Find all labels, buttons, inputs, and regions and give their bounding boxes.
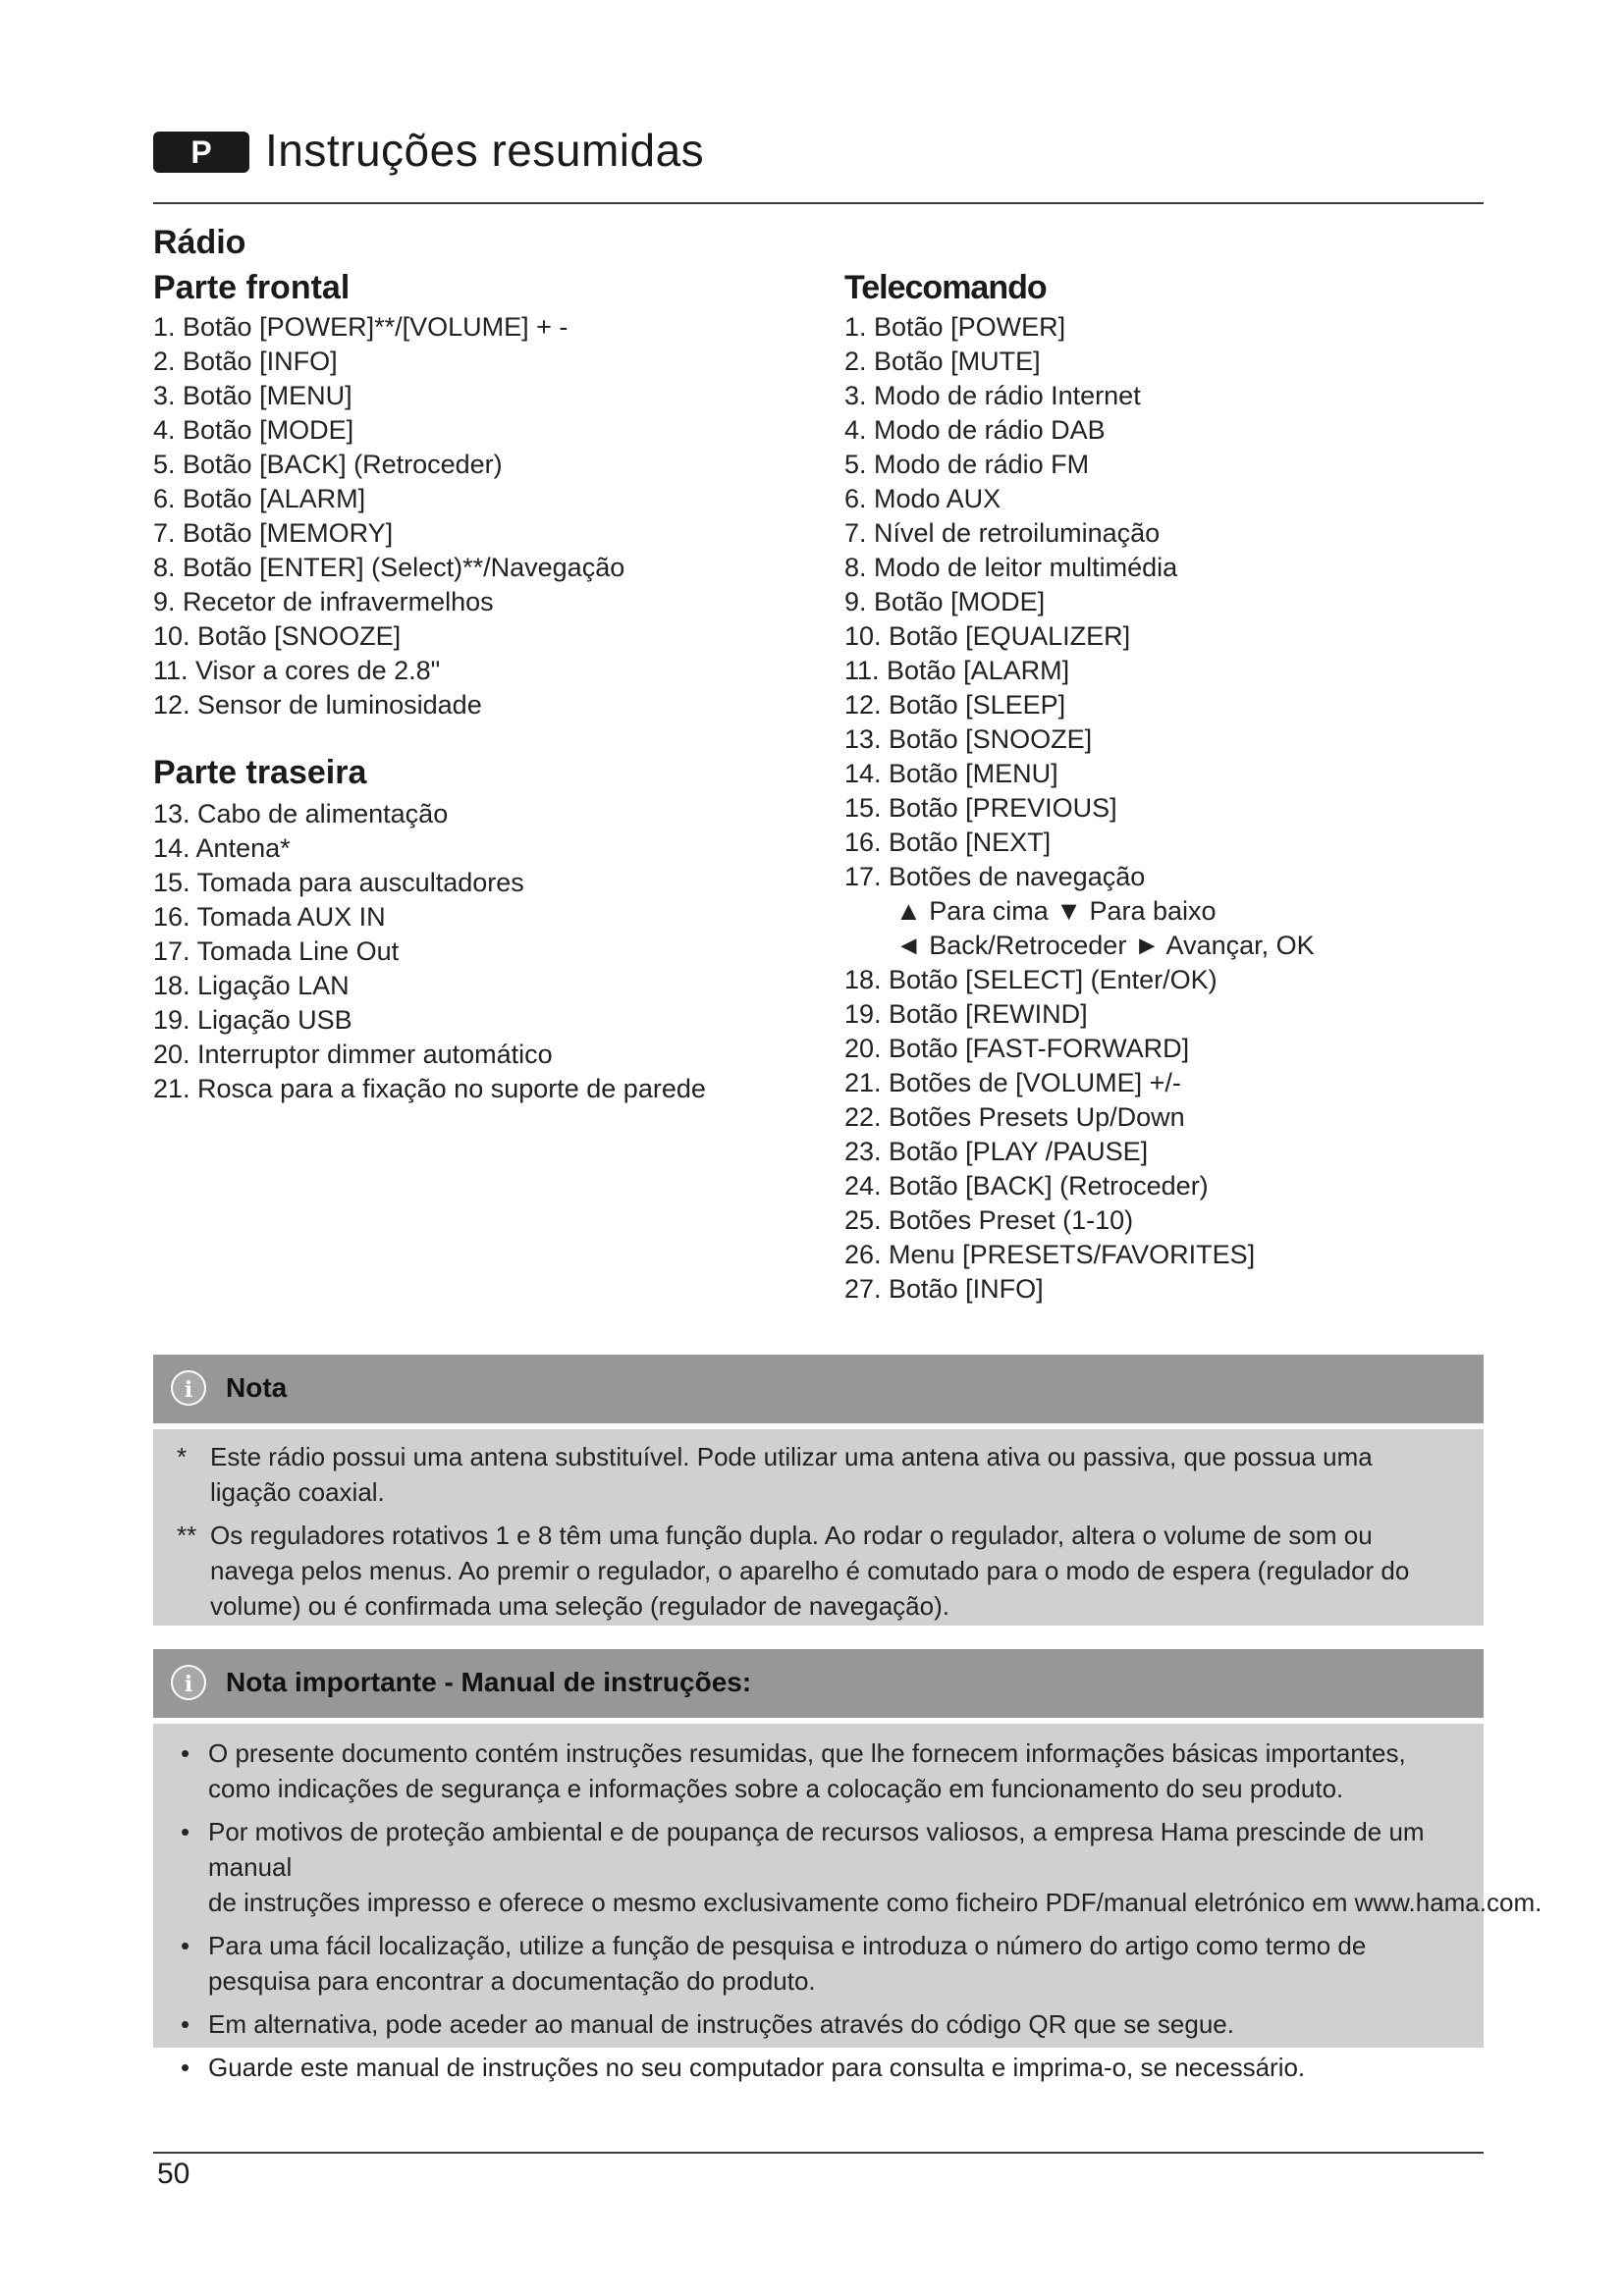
top-divider [153,202,1484,204]
list-item: 5. Botão [BACK] (Retroceder) [153,450,503,479]
list-item: 2. Botão [MUTE] [844,347,1041,376]
note-box-body [153,1429,1484,1626]
list-item: 13. Botão [SNOOZE] [844,724,1093,754]
list-item: 25. Botões Preset (1-10) [844,1205,1134,1235]
navigation-back-forward-item: ◄ Back/Retroceder ► Avançar, OK [895,931,1315,960]
list-item: 3. Botão [MENU] [153,381,352,410]
section-heading-back: Parte traseira [153,754,367,791]
list-item: 3. Modo de rádio Internet [844,381,1141,410]
asterisk-mark: * [177,1442,188,1471]
bullet-icon: • [181,1817,190,1846]
navigation-up-down-item: ▲ Para cima ▼ Para baixo [895,896,1217,926]
list-item: 18. Ligação LAN [153,971,350,1000]
bullet-item [167,2006,1425,2042]
list-item: 10. Botão [SNOOZE] [153,621,402,651]
note-item [167,1439,1415,1510]
bullet-icon: • [181,1738,190,1768]
list-item: 19. Botão [REWIND] [844,999,1088,1029]
list-item: 14. Antena* [153,833,291,863]
section-heading-radio: Rádio [153,224,246,261]
important-box-header [153,1649,1484,1718]
list-item: 26. Menu [PRESETS/FAVORITES] [844,1240,1256,1269]
page-number: 50 [157,2158,190,2190]
list-item: 19. Ligação USB [153,1005,352,1035]
list-item: 1. Botão [POWER] [844,312,1066,342]
bullet-icon: • [181,2053,190,2082]
list-item: 20. Interruptor dimmer automático [153,1040,553,1069]
note-text: Os reguladores rotativos 1 e 8 têm uma função dupla. Ao rodar o regulador, altera o volume de som ou navega pelos menus. Ao premir o regulador, o aparelho é comutado para o modo de espera (regulador do volume) ou é confirmada uma seleção (regulador de navegação). [210,1521,1410,1621]
list-item: 24. Botão [BACK] (Retroceder) [844,1171,1209,1201]
list-item: 2. Botão [INFO] [153,347,338,376]
list-item: 6. Modo AUX [844,484,1001,513]
list-item: 16. Botão [NEXT] [844,828,1052,857]
info-icon: i [171,1665,206,1700]
bullet-item-continuation [167,1885,1543,1920]
bullet-item [167,2050,1425,2085]
bullet-text: de instruções impresso e oferece o mesmo exclusivamente como ficheiro PDF/manual eletrónico em www.hama.com. [208,1888,1543,1917]
bullet-text: Por motivos de proteção ambiental e de poupança de recursos valiosos, a empresa Hama prescinde de um manual [208,1817,1425,1882]
list-item: 4. Modo de rádio DAB [844,415,1106,445]
list-item: 8. Modo de leitor multimédia [844,553,1178,582]
list-item: 14. Botão [MENU] [844,759,1058,788]
section-heading-remote: Telecomando [844,269,1047,306]
note-box-header [153,1355,1484,1423]
note-item [167,1518,1415,1624]
bullet-text: Guarde este manual de instruções no seu computador para consulta e imprima-o, se necessário. [208,2053,1306,2082]
important-box-title: Nota importante - Manual de instruções: [226,1667,752,1697]
list-item: 17. Tomada Line Out [153,936,400,966]
list-item: 7. Botão [MEMORY] [153,518,394,548]
list-item: 12. Sensor de luminosidade [153,690,482,720]
list-item: 20. Botão [FAST-FORWARD] [844,1034,1190,1063]
list-item: 18. Botão [SELECT] (Enter/OK) [844,965,1218,994]
bullet-text: Para uma fácil localização, utilize a função de pesquisa e introduza o número do artigo como termo de pesquisa para encontrar a documentação do produto. [208,1931,1367,1996]
list-item: 11. Visor a cores de 2.8" [153,656,441,685]
page-title: Instruções resumidas [265,125,705,176]
list-item: 15. Botão [PREVIOUS] [844,793,1117,823]
list-item: 27. Botão [INFO] [844,1274,1044,1304]
bottom-divider [153,2152,1484,2154]
note-box-title: Nota [226,1372,288,1403]
list-item: 6. Botão [ALARM] [153,484,366,513]
list-item: 11. Botão [ALARM] [844,656,1070,685]
info-icon: i [171,1370,206,1406]
list-item: 1. Botão [POWER]**/[VOLUME] + - [153,312,568,342]
list-item: 9. Recetor de infravermelhos [153,587,494,616]
list-item: 16. Tomada AUX IN [153,902,386,932]
bullet-icon: • [181,2009,190,2039]
list-item: 10. Botão [EQUALIZER] [844,621,1131,651]
important-box-body [153,1724,1543,2082]
bullet-item [167,1928,1425,1999]
list-item: 5. Modo de rádio FM [844,450,1090,479]
asterisk-mark: ** [177,1521,197,1550]
list-item: 21. Botões de [VOLUME] +/- [844,1068,1181,1097]
list-item: 22. Botões Presets Up/Down [844,1102,1185,1132]
language-badge: P [153,132,249,173]
back-parts-list [153,797,706,1106]
front-parts-list [153,310,624,722]
bullet-icon: • [181,1931,190,1960]
bullet-text: O presente documento contém instruções resumidas, que lhe fornecem informações básicas importantes, como indicações de segurança e informações sobre a colocação em funcionamento do seu produto. [208,1738,1406,1803]
list-item: 8. Botão [ENTER] (Select)**/Navegação [153,553,625,582]
list-item: 23. Botão [PLAY /PAUSE] [844,1137,1149,1166]
list-item: 7. Nível de retroiluminação [844,518,1161,548]
list-item: 4. Botão [MODE] [153,415,354,445]
section-heading-front: Parte frontal [153,269,351,306]
list-item: 12. Botão [SLEEP] [844,690,1066,720]
list-item: 21. Rosca para a fixação no suporte de parede [153,1074,706,1103]
list-item: 17. Botões de navegação [844,862,1146,891]
bullet-item [167,1814,1425,1885]
note-text: Este rádio possui uma antena substituível. Pode utilizar uma antena ativa ou passiva, que possua uma ligação coaxial. [210,1442,1373,1507]
bullet-item [167,1735,1425,1806]
list-item: 9. Botão [MODE] [844,587,1046,616]
remote-parts-list [844,310,1315,1307]
list-item: 13. Cabo de alimentação [153,799,449,828]
bullet-text: Em alternativa, pode aceder ao manual de instruções através do código QR que se segue. [208,2009,1234,2039]
list-item: 15. Tomada para auscultadores [153,868,524,897]
